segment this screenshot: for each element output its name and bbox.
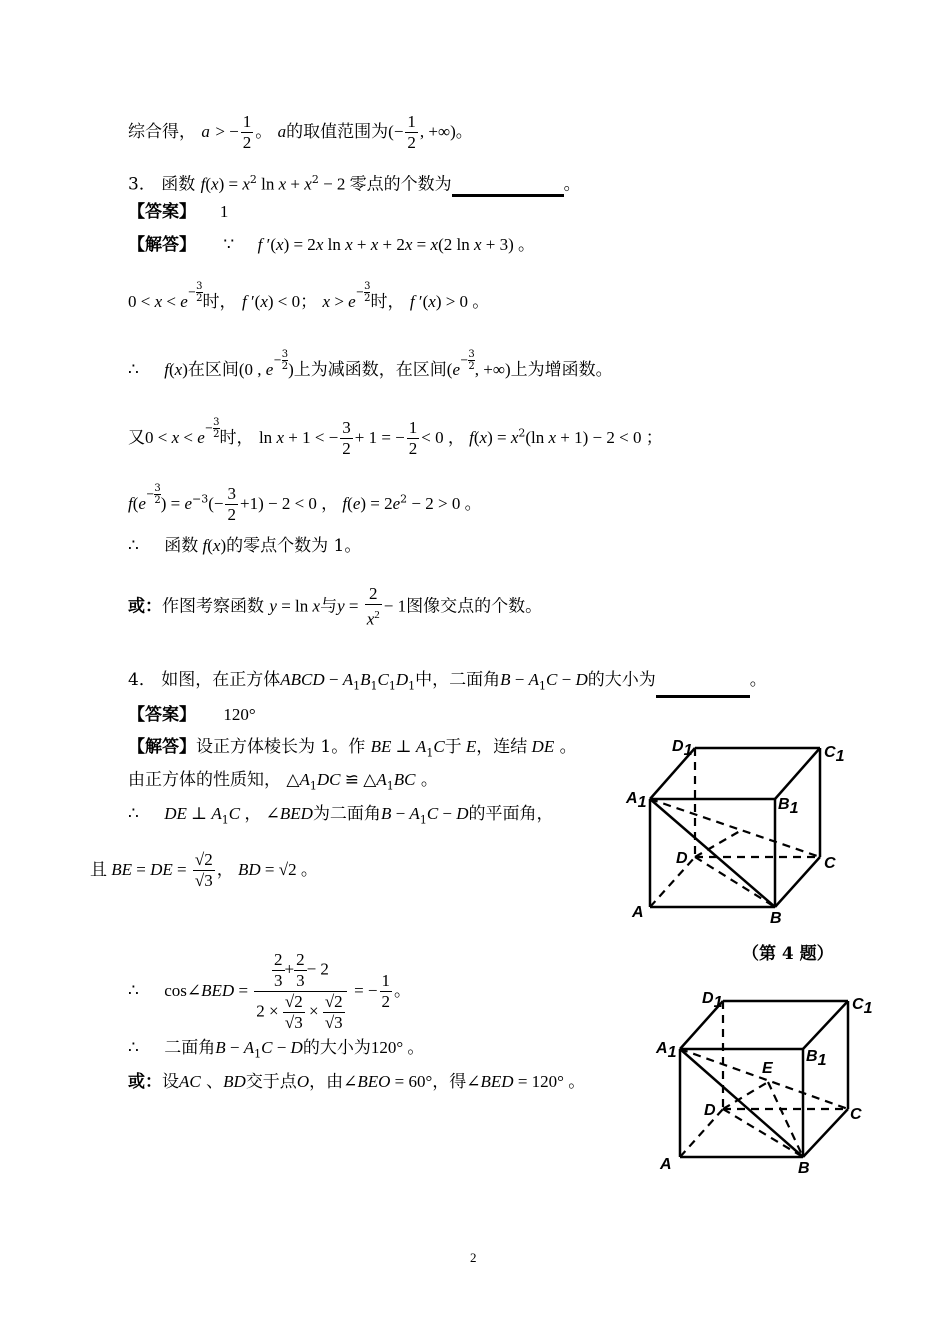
q4-answer: 【答案】 120° [128, 705, 256, 725]
q4-solution-5: ∴ cos∠BED = $\frac{2}{3}$ + $\frac{2}{3}$ − 2 2 × $\frac{√2}{√3}$ × $\frac{√2}{√3}$ = − $\frac{1}{2}$ 。 [128, 950, 411, 1032]
q3-solution-1: 【解答】 ∵ f ′(x) = 2x ln x + x + 2x = x(2 ln x + 3) 。 [128, 235, 535, 255]
q3-alternative: 或：作图考察函数 y = ln x与y = $\frac{2}{x^2}$ − 1图像交点的个数。 [128, 584, 543, 629]
label-C: C [824, 855, 836, 872]
label-C1: C1 [824, 744, 845, 765]
label-B: B [770, 910, 782, 927]
q4-solution-1: 【解答】设正方体棱长为 1。作 BE ⊥ $A_1C$于 E，连结 DE 。 [128, 737, 577, 760]
label-A1: A1 [626, 790, 647, 811]
label-D: D [676, 850, 688, 867]
cube-figure-1 [620, 735, 850, 935]
label-D1: D1 [672, 738, 693, 759]
q3-solution-2: 0 < x < e− $\frac{3}{2}$ 时， f ′(x) < 0； x > e− $\frac{3}{2}$ 时， f ′(x) > 0 。 [128, 281, 490, 312]
label-B1: B1 [778, 796, 799, 817]
q4-solution-4: 且 BE = DE = $\frac{√2}{√3}$ ， BD = √2 。 [90, 850, 318, 890]
page-number: 2 [470, 1250, 477, 1265]
label-A1: A1 [656, 1040, 677, 1061]
answer-blank [656, 679, 750, 698]
label-A: A [632, 904, 644, 921]
label-E: E [762, 1060, 773, 1077]
label-C1: C1 [852, 996, 873, 1017]
label-C: C [850, 1106, 862, 1123]
q4-solution-3: ∴ DE ⊥ $A_1C$ ， ∠BED为二面角$B - A_1C - D$的平面角， [128, 804, 554, 827]
answer-blank [452, 178, 564, 197]
label-A: A [660, 1156, 672, 1173]
q3-solution-3: ∴ f(x)在区间(0 , e− $\frac{3}{2}$ )上为减函数，在区间(e− $\frac{3}{2}$ , +∞)上为增函数。 [128, 349, 613, 380]
q3-solution-6: ∴ 函数 f(x)的零点个数为 1。 [128, 536, 362, 556]
label-B1: B1 [806, 1048, 827, 1069]
q3-answer: 【答案】 1 [128, 202, 229, 222]
q4-solution-2: 由正方体的性质知， $\triangle A_1DC$ ≌ $\triangle A_1BC$ 。 [128, 770, 438, 793]
q3-solution-5: f(e− $\frac{3}{2}$ ) = $e^{-3}(-$ $\frac{3}{2}$ +1) − 2 < 0 ， $f(e) = 2e^2 - 2 > 0$ 。 [128, 483, 482, 524]
q4-alternative: 或：设AC 、BD交于点O，由∠BEO = 60°，得∠BED = 120° 。 [128, 1072, 586, 1092]
label-D1: D1 [702, 990, 723, 1011]
line-summary: 综合得， a > − $\frac{1}{2}$ 。 a的取值范围为(− $\frac{1}{2}$ , +∞)。 [128, 112, 473, 152]
q4-stem: 4． 如图，在正方体ABCD − $A_1B_1C_1D_1$中，二面角$B - A_1C - D$的大小为 。 [128, 668, 767, 698]
cube-figure-2 [650, 985, 880, 1185]
figure-caption: （第 4 题） [742, 944, 834, 964]
q4-solution-6: ∴ 二面角$B - A_1C - D$的大小为120° 。 [128, 1038, 425, 1061]
label-B: B [798, 1160, 810, 1177]
label-D: D [704, 1102, 716, 1119]
q3-solution-4: 又0 < x < e− $\frac{3}{2}$ 时， ln x + 1 < − $\frac{3}{2}$ + 1 = − $\frac{1}{2}$ < 0 ， $f(x) = x^2(\ln$ x + 1) − 2 < 0 ； [128, 417, 663, 458]
q3-stem: 3． 函数 $f(x) = x^2$ $\ln x + x^2 - 2$ 零点的个数为 。 [128, 173, 581, 195]
